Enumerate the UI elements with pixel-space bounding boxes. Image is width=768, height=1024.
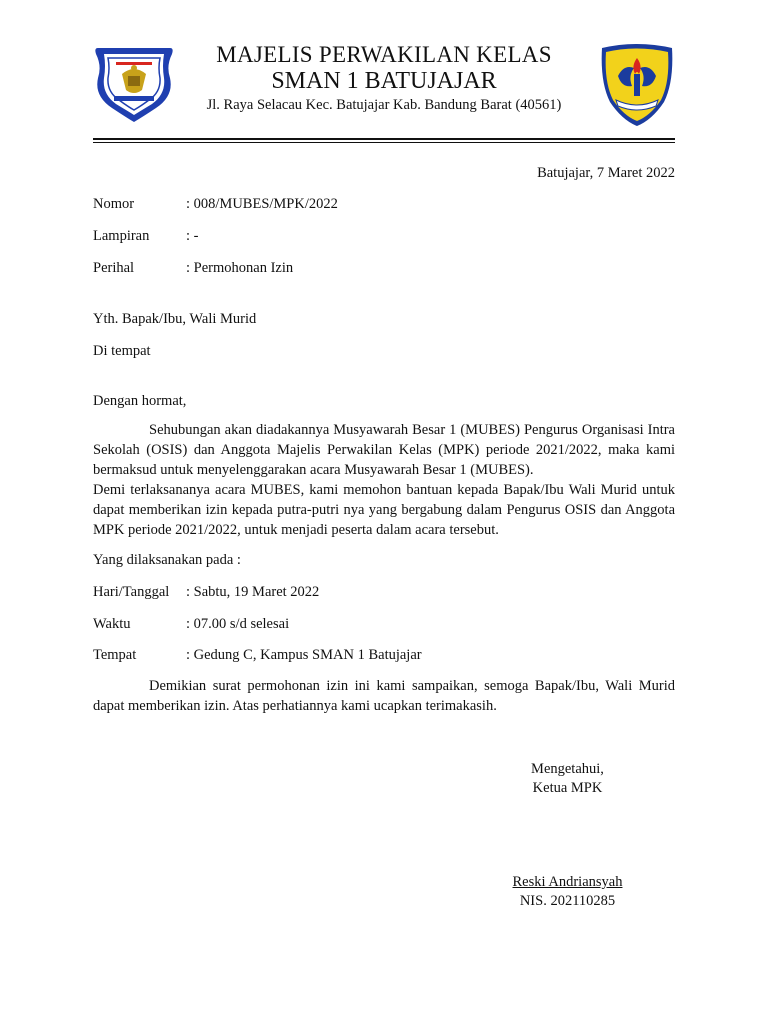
meta-label-perihal: Perihal xyxy=(93,260,135,276)
recipient-line: Yth. Bapak/Ibu, Wali Murid xyxy=(93,311,257,327)
schedule-intro: Yang dilaksanakan pada : xyxy=(93,552,241,568)
signer-nis: NIS. 202110285 xyxy=(519,893,616,909)
sign-acknowledged: Mengetahui, xyxy=(531,761,604,777)
signer-name: Reski Andriansyah xyxy=(512,874,623,890)
schedule-value-place: : Gedung C, Kampus SMAN 1 Batujajar xyxy=(186,647,422,663)
meta-value-nomor: : 008/MUBES/MPK/2022 xyxy=(186,196,338,212)
schedule-label-date: Hari/Tanggal xyxy=(93,584,170,600)
school-address: Jl. Raya Selacau Kec. Batujajar Kab. Bandung Barat (40561) xyxy=(206,97,562,113)
schedule-label-time: Waktu xyxy=(93,616,131,632)
schedule-label-place: Tempat xyxy=(93,647,137,663)
salutation: Dengan hormat, xyxy=(93,393,187,409)
sign-position: Ketua MPK xyxy=(532,780,603,796)
osis-emblem-icon xyxy=(598,42,676,128)
school-name: SMAN 1 BATUJAJAR xyxy=(271,68,497,94)
meta-value-lampiran: : - xyxy=(186,228,199,244)
meta-label-nomor: Nomor xyxy=(93,196,135,212)
letterhead-rule-thin xyxy=(93,142,675,143)
body-paragraph-1: Sehubungan akan diadakannya Musyawarah Besar 1 (MUBES) Pengurus Organisasi Intra Sekolah (OSIS) dan Anggota Majelis Perwakilan Kelas (MPK) periode 2021/2022, maka kami bermaksud untuk menyelenggarakan acara Musyawarah Besar 1 (MUBES). xyxy=(93,422,675,478)
body-paragraph-2: Demi terlaksananya acara MUBES, kami memohon bantuan kepada Bapak/Ibu Wali Murid untuk dapat memberikan izin kepada putra-putri nya yang bergabung dalam Pengurus OSIS dan Anggota MPK periode 2021/2022, untuk menjadi peserta dalam acara tersebut. xyxy=(93,482,675,538)
letter-date: Batujajar, 7 Maret 2022 xyxy=(537,165,675,181)
closing-paragraph: Demikian surat permohonan izin ini kami sampaikan, semoga Bapak/Ibu, Wali Murid dapat memberikan izin. Atas perhatiannya kami ucapkan terimakasih. xyxy=(93,678,675,714)
letterhead-rule xyxy=(93,138,675,140)
meta-value-perihal: : Permohonan Izin xyxy=(186,260,294,276)
schedule-value-time: : 07.00 s/d selesai xyxy=(186,616,290,632)
meta-label-lampiran: Lampiran xyxy=(93,228,150,244)
org-name: MAJELIS PERWAKILAN KELAS xyxy=(216,42,552,67)
recipient-place: Di tempat xyxy=(93,343,151,359)
schedule-value-date: : Sabtu, 19 Maret 2022 xyxy=(186,584,320,600)
